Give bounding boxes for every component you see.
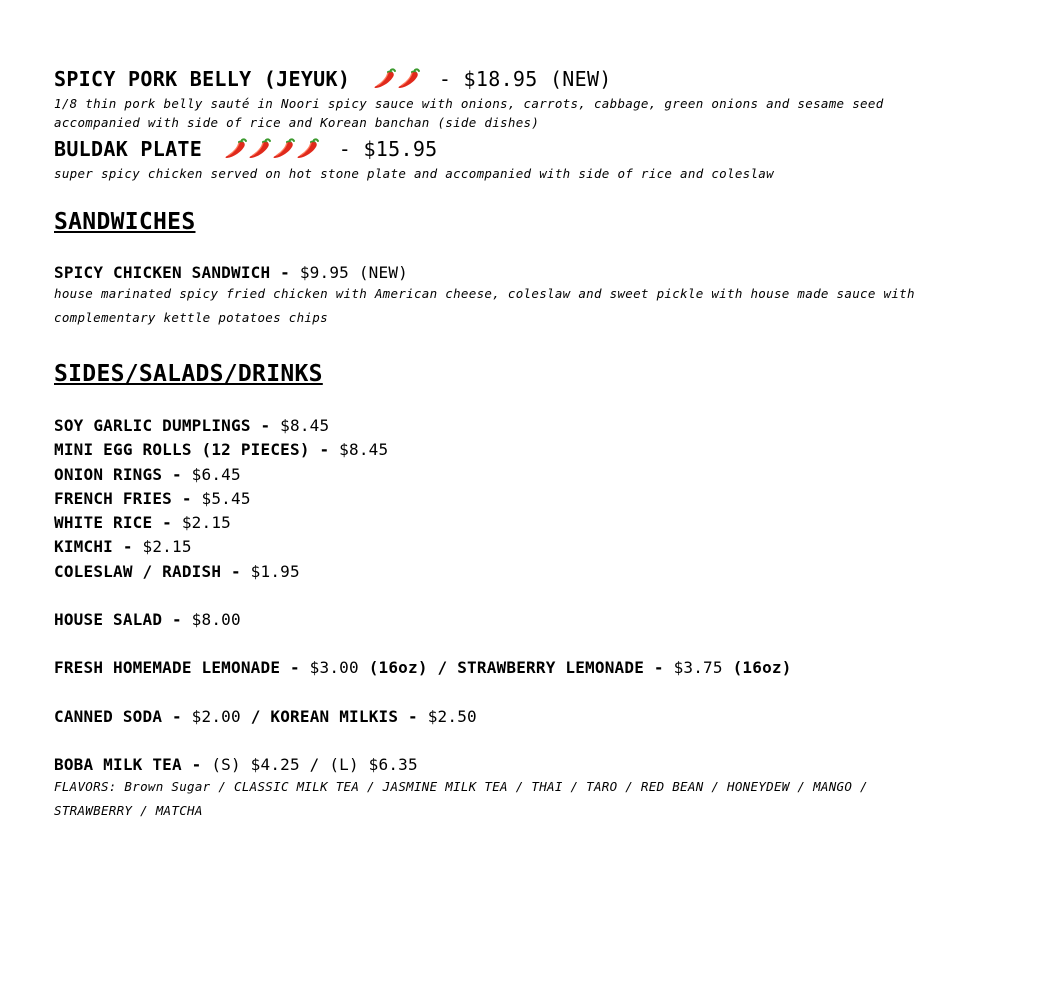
house-salad-line bbox=[54, 608, 1014, 632]
hot-pepper-icon bbox=[296, 138, 322, 160]
chili-icons bbox=[373, 67, 433, 91]
item-price: $8.45 bbox=[339, 440, 389, 460]
menu-item-buldak-plate bbox=[54, 134, 1014, 183]
item-name: SOY GARLIC DUMPLINGS - bbox=[54, 416, 271, 435]
item-description bbox=[54, 282, 1014, 330]
soda-line bbox=[54, 705, 1014, 729]
hot-pepper-icon bbox=[272, 138, 298, 160]
hot-pepper-icon bbox=[224, 138, 250, 160]
item-name: BULDAK PLATE bbox=[54, 137, 203, 161]
item-name: FRENCH FRIES - bbox=[54, 488, 192, 508]
item-name: COLESLAW / RADISH - bbox=[54, 561, 241, 581]
item-title bbox=[54, 64, 1014, 94]
item-size: (16oz) bbox=[368, 658, 428, 678]
item-price: $8.45 bbox=[280, 416, 330, 435]
menu-item-boba-milk-tea bbox=[54, 753, 1014, 823]
flavors-line: FLAVORS: Brown Sugar / CLASSIC MILK TEA / JASMINE MILK TEA / THAI / TARO / RED BEAN / HONEYDEW / MANGO / bbox=[54, 779, 868, 795]
item-price: $3.75 bbox=[673, 658, 723, 678]
section-heading-sides: SIDES/SALADS/DRINKS bbox=[54, 361, 323, 387]
menu-page bbox=[54, 64, 1014, 823]
sides-list bbox=[54, 414, 1014, 584]
flavors-line: STRAWBERRY / MATCHA bbox=[54, 803, 203, 819]
hot-pepper-icon bbox=[373, 68, 399, 90]
menu-item-spicy-pork-belly bbox=[54, 64, 1014, 132]
item-price: $9.95 (NEW) bbox=[299, 263, 409, 282]
chili-icons bbox=[224, 137, 332, 161]
separator: / bbox=[437, 658, 448, 678]
item-name: CANNED SODA - bbox=[54, 706, 182, 726]
item-name: STRAWBERRY LEMONADE - bbox=[457, 658, 664, 678]
item-name: MINI EGG ROLLS (12 PIECES) - bbox=[54, 440, 330, 460]
hot-pepper-icon bbox=[248, 138, 274, 160]
item-price: $6.45 bbox=[191, 464, 241, 484]
item-description bbox=[54, 94, 1014, 132]
item-name: KIMCHI - bbox=[54, 537, 133, 557]
item-price: $2.50 bbox=[427, 706, 477, 726]
item-name: SPICY CHICKEN SANDWICH - bbox=[54, 263, 290, 282]
item-price: $3.00 bbox=[309, 658, 359, 678]
item-name: BOBA MILK TEA - bbox=[54, 754, 202, 774]
item-price: $5.45 bbox=[201, 488, 251, 508]
item-price: $2.15 bbox=[142, 537, 192, 557]
item-title bbox=[54, 753, 1014, 777]
description-line: complementary kettle potatoes chips bbox=[54, 310, 328, 325]
item-title bbox=[54, 262, 1014, 284]
list-item bbox=[54, 438, 1014, 462]
item-price: - $18.95 (NEW) bbox=[438, 67, 612, 91]
item-name: ONION RINGS - bbox=[54, 464, 182, 484]
list-item bbox=[54, 511, 1014, 535]
item-size: (16oz) bbox=[732, 658, 792, 678]
separator: / bbox=[250, 706, 261, 726]
item-price: $2.15 bbox=[181, 513, 232, 533]
flavors-list bbox=[54, 775, 1014, 823]
list-item bbox=[54, 463, 1014, 487]
item-name: HOUSE SALAD - bbox=[54, 610, 182, 630]
item-price: $1.95 bbox=[250, 561, 300, 581]
item-price: $2.00 bbox=[191, 706, 241, 726]
item-description bbox=[54, 164, 1014, 183]
description-line: 1/8 thin pork belly sauté in Noori spicy sauce with onions, carrots, cabbage, green onions and sesame seed bbox=[54, 96, 884, 111]
hot-pepper-icon bbox=[397, 68, 423, 90]
list-item bbox=[54, 487, 1014, 511]
description-line: accompanied with side of rice and Korean banchan (side dishes) bbox=[54, 115, 540, 130]
item-price: - $15.95 bbox=[338, 137, 438, 161]
item-price: $8.00 bbox=[191, 610, 241, 630]
item-price: (S) $4.25 / (L) $6.35 bbox=[211, 754, 418, 774]
item-title bbox=[54, 134, 1014, 164]
list-item bbox=[54, 414, 1014, 438]
item-name: FRESH HOMEMADE LEMONADE - bbox=[54, 658, 300, 678]
list-item bbox=[54, 560, 1014, 584]
item-name: WHITE RICE - bbox=[54, 513, 172, 533]
item-name: SPICY PORK BELLY (JEYUK) bbox=[54, 67, 351, 91]
description-line: house marinated spicy fried chicken with American cheese, coleslaw and sweet pickle with house made sauce with bbox=[54, 286, 915, 301]
list-item bbox=[54, 535, 1014, 559]
lemonade-line bbox=[54, 656, 1014, 680]
menu-item-spicy-chicken-sandwich bbox=[54, 262, 1014, 330]
section-heading-sandwiches: SANDWICHES bbox=[54, 209, 196, 235]
description-line: super spicy chicken served on hot stone plate and accompanied with side of rice and coleslaw bbox=[54, 166, 774, 181]
item-name: KOREAN MILKIS - bbox=[270, 706, 418, 726]
